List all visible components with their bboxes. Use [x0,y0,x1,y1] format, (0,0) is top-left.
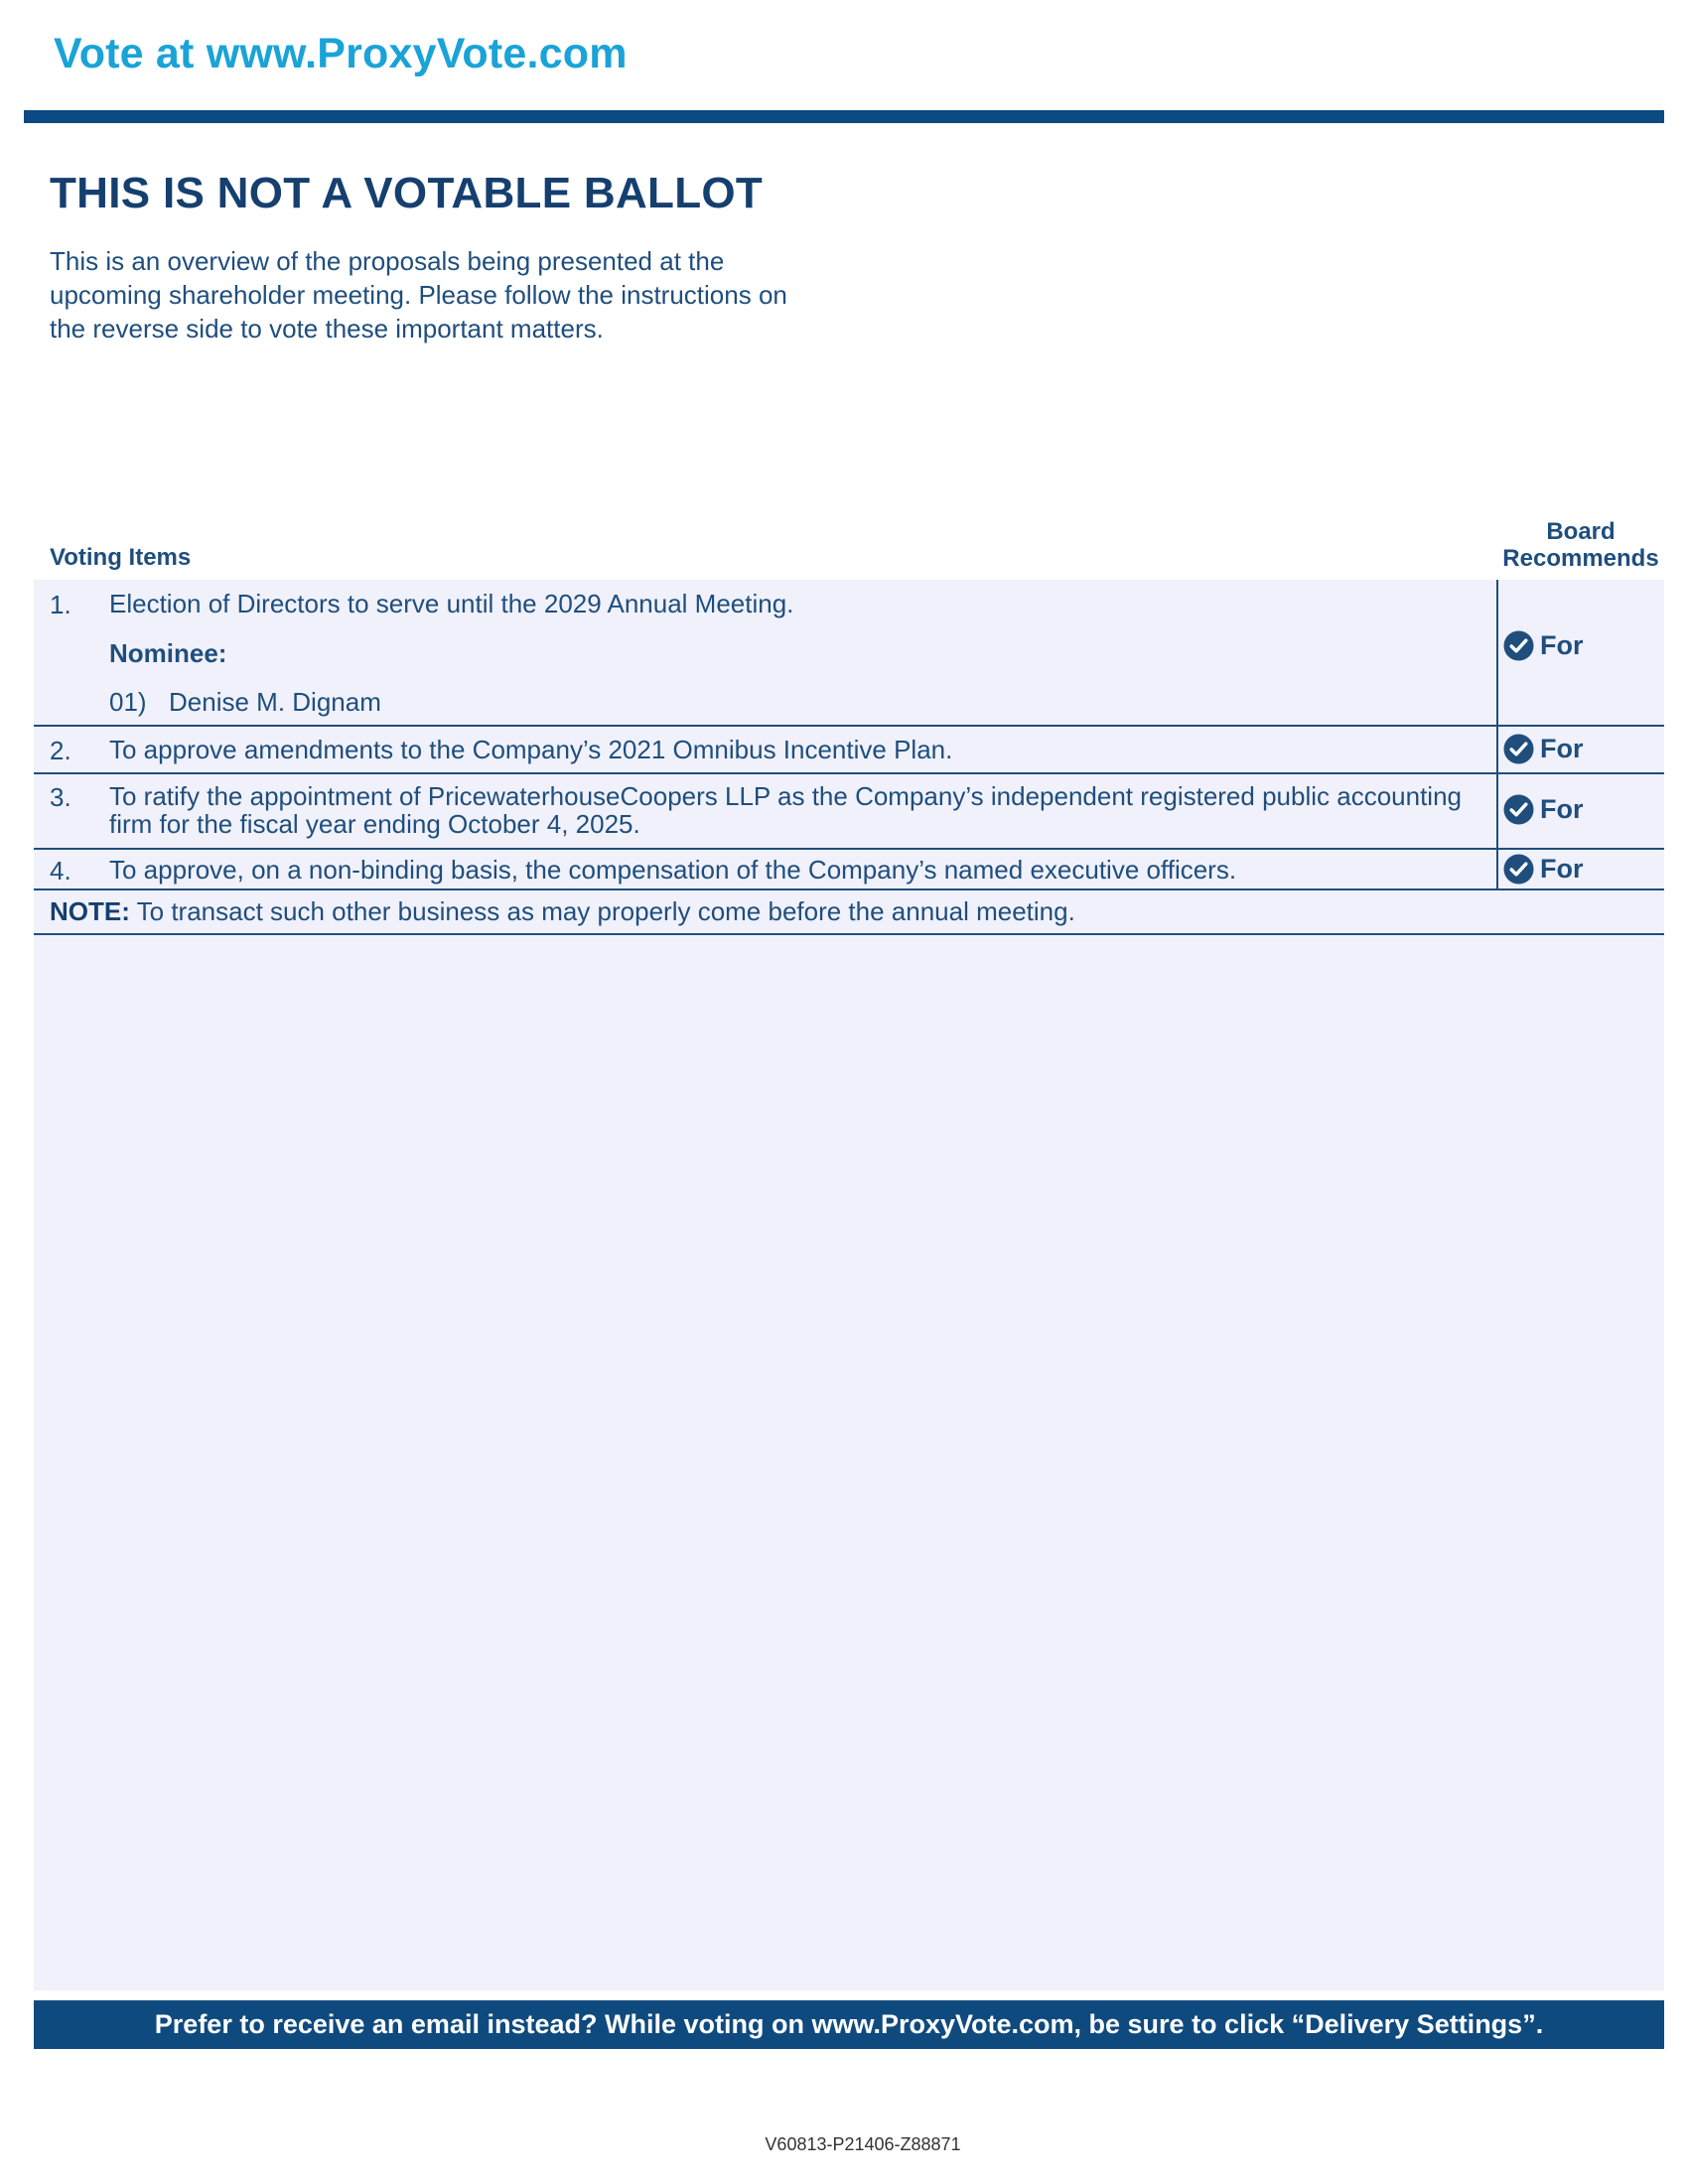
nominee-label: Nominee: [109,638,227,668]
page-title: THIS IS NOT A VOTABLE BALLOT [50,169,764,217]
item-text: Election of Directors to serve until the 2029 Annual Meeting. [109,589,794,618]
intro-line: the reverse side to vote these important matters. [50,314,604,343]
check-circle-icon [1503,854,1534,885]
item-number: 3. [50,782,71,812]
item-text-line: To ratify the appointment of PricewaterhouseCoopers LLP as the Company’s independent registered public accounting [109,781,1462,811]
recommendation-divider [1496,727,1498,772]
item-number: 2. [50,736,71,765]
voting-item-row-1 [34,580,1664,727]
intro-line: upcoming shareholder meeting. Please follow the instructions on [50,280,787,310]
recommendation-label: For [1540,630,1584,660]
intro-line: This is an overview of the proposals being presented at the [50,246,725,276]
check-circle-icon [1503,794,1534,825]
recommendation-divider [1496,850,1498,888]
recommendation-label: For [1540,734,1584,763]
nominee-name: Denise M. Dignam [169,687,381,717]
note-label: NOTE: [50,896,130,926]
nominee-number: 01) [109,687,147,717]
item-text: To approve amendments to the Company’s 2021 Omnibus Incentive Plan. [109,735,953,764]
delivery-settings-text: Prefer to receive an email instead? While voting on www.ProxyVote.com, be sure to click “Delivery Settings”. [154,2009,1544,2039]
check-circle-icon [1503,630,1534,661]
note-row [34,888,1664,935]
voting-item-row-2 [34,727,1664,774]
header-divider [24,110,1664,123]
recommendation-divider [1496,580,1498,725]
voting-item-row-3 [34,774,1664,850]
proxyvote-header-link[interactable]: Vote at www.ProxyVote.com [54,30,628,77]
item-number: 4. [50,856,71,886]
item-text: To approve, on a non-binding basis, the compensation of the Company’s named executive officers. [109,855,1237,885]
nominee-entry [109,687,381,718]
voting-item-row-4 [34,850,1664,890]
check-circle-icon [1503,734,1534,764]
intro-paragraph [50,244,844,345]
note-body: To transact such other business as may properly come before the annual meeting. [129,896,1075,926]
board-recommendation [1503,854,1584,885]
item-number: 1. [50,590,71,619]
recommendation-divider [1496,774,1498,848]
board-header-line: Board [1546,518,1616,545]
board-recommends-header [1487,518,1674,572]
recommendation-label: For [1540,794,1584,824]
board-recommendation [1503,734,1584,764]
voting-items-header: Voting Items [50,544,192,571]
item-text-line: firm for the fiscal year ending October 4, 2025. [109,809,640,839]
board-header-line: Recommends [1502,545,1659,572]
delivery-settings-banner [34,2000,1664,2049]
document-code: V60813-P21406-Z88871 [765,2134,961,2154]
item-text [109,782,1509,838]
note-text [50,896,1075,927]
recommendation-label: For [1540,854,1584,884]
board-recommendation [1503,630,1584,661]
board-recommendation [1503,794,1584,825]
